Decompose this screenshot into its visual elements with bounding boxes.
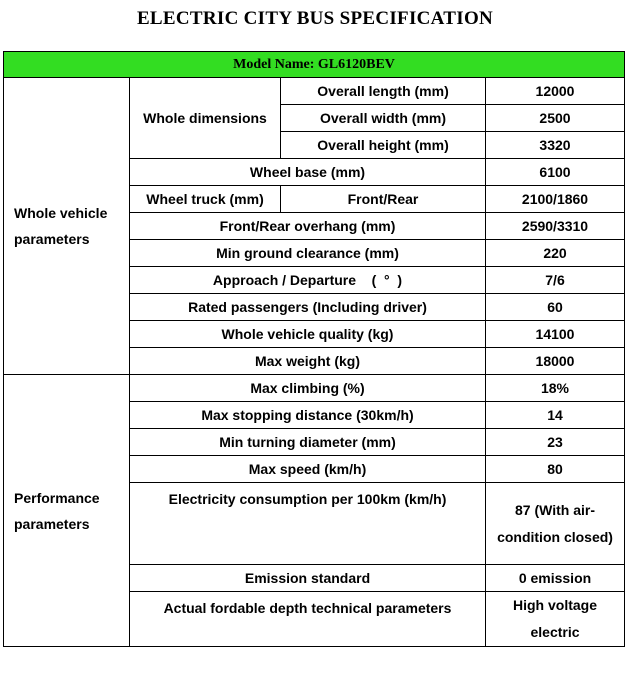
model-name: Model Name: GL6120BEV [4, 52, 625, 78]
max-climbing-label: Max climbing (%) [130, 375, 486, 402]
overall-width-label: Overall width (mm) [281, 105, 486, 132]
wheel-truck-sublabel: Front/Rear [281, 186, 486, 213]
quality-label: Whole vehicle quality (kg) [130, 321, 486, 348]
max-weight-label: Max weight (kg) [130, 348, 486, 375]
stopping-value: 14 [486, 402, 625, 429]
ground-clearance-label: Min ground clearance (mm) [130, 240, 486, 267]
turning-value: 23 [486, 429, 625, 456]
model-name-row [4, 52, 625, 78]
overall-length-value: 12000 [486, 78, 625, 105]
approach-label: Approach / Departure ( ° ) [130, 267, 486, 294]
passengers-value: 60 [486, 294, 625, 321]
quality-value: 14100 [486, 321, 625, 348]
overall-height-label: Overall height (mm) [281, 132, 486, 159]
overall-width-value: 2500 [486, 105, 625, 132]
group-performance: Performance parameters [4, 375, 130, 647]
wheel-truck-value: 2100/1860 [486, 186, 625, 213]
overall-height-value: 3320 [486, 132, 625, 159]
turning-label: Min turning diameter (mm) [130, 429, 486, 456]
whole-dimensions-label: Whole dimensions [130, 78, 281, 159]
table-row [4, 78, 625, 105]
ground-clearance-value: 220 [486, 240, 625, 267]
page-title: ELECTRIC CITY BUS SPECIFICATION [136, 8, 494, 29]
max-climbing-value: 18% [486, 375, 625, 402]
overhang-value: 2590/3310 [486, 213, 625, 240]
consumption-value: 87 (With air-condition closed) [486, 483, 625, 565]
group-whole-vehicle: Whole vehicle parameters [4, 78, 130, 375]
wheel-truck-label: Wheel truck (mm) [130, 186, 281, 213]
fordable-label: Actual fordable depth technical parameters [130, 592, 486, 647]
wheel-base-label: Wheel base (mm) [130, 159, 486, 186]
wheel-base-value: 6100 [486, 159, 625, 186]
overhang-label: Front/Rear overhang (mm) [130, 213, 486, 240]
max-speed-value: 80 [486, 456, 625, 483]
table-row [4, 375, 625, 402]
specification-table [3, 51, 625, 647]
stopping-label: Max stopping distance (30km/h) [130, 402, 486, 429]
passengers-label: Rated passengers (Including driver) [130, 294, 486, 321]
emission-label: Emission standard [130, 565, 486, 592]
approach-value: 7/6 [486, 267, 625, 294]
max-speed-label: Max speed (km/h) [130, 456, 486, 483]
consumption-label: Electricity consumption per 100km (km/h) [130, 483, 486, 565]
max-weight-value: 18000 [486, 348, 625, 375]
emission-value: 0 emission [486, 565, 625, 592]
overall-length-label: Overall length (mm) [281, 78, 486, 105]
fordable-value: High voltage electric [486, 592, 625, 647]
